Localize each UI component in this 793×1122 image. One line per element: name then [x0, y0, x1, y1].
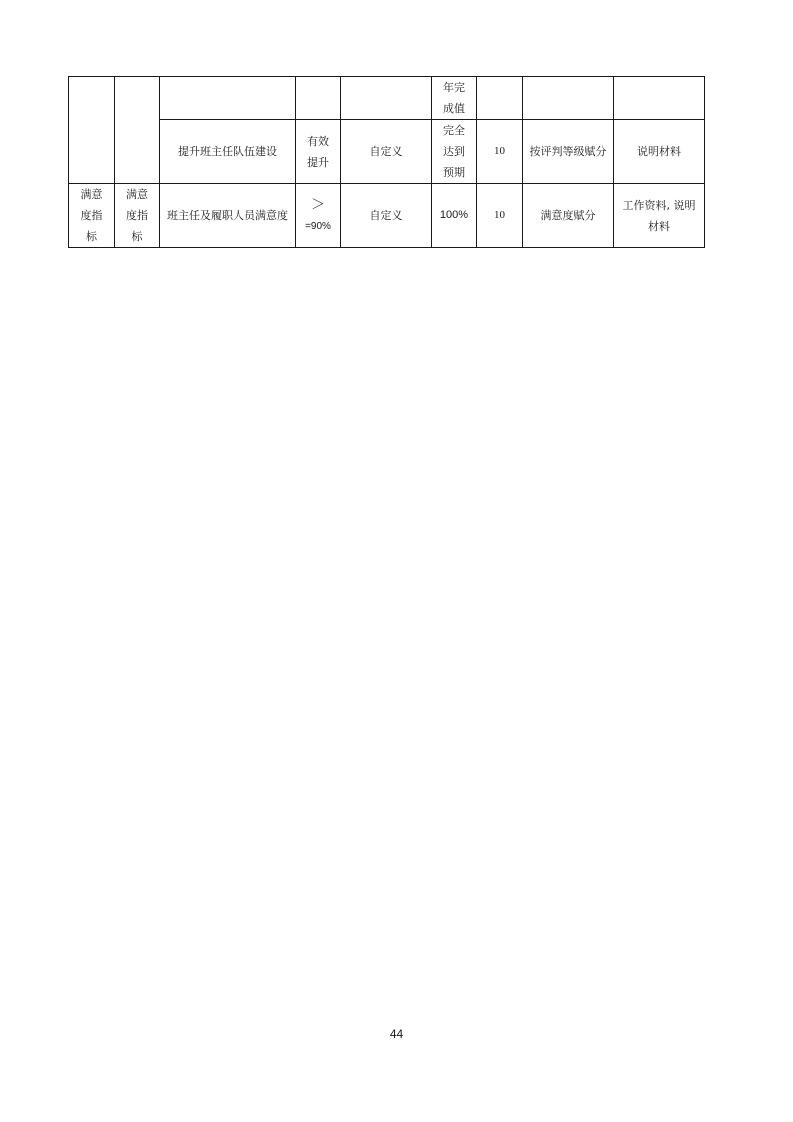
- basis-cell: [341, 77, 432, 120]
- basis-cell: 自定义: [341, 184, 432, 248]
- target-cell: 100%: [432, 184, 477, 248]
- score-cell: 10: [477, 120, 523, 184]
- page-number: 44: [389, 1027, 404, 1041]
- target-cell: 年完 成值: [432, 77, 477, 120]
- nature-cell: 有效 提升: [296, 120, 341, 184]
- indicator-cell: 提升班主任队伍建设: [160, 120, 296, 184]
- method-cell: 满意度赋分: [523, 184, 614, 248]
- table-row: [69, 184, 705, 248]
- table-row: [69, 77, 705, 120]
- nature-cell: ＞ =90%: [296, 184, 341, 248]
- level1-indicator-cell: [69, 77, 115, 184]
- score-cell: 10: [477, 184, 523, 248]
- score-cell: [477, 77, 523, 120]
- evidence-cell: 说明材料: [614, 120, 705, 184]
- indicator-cell: [160, 77, 296, 120]
- evidence-cell: [614, 77, 705, 120]
- evidence-cell: 工作资料, 说明 材料: [614, 184, 705, 248]
- basis-cell: 自定义: [341, 120, 432, 184]
- method-cell: 按评判等级赋分: [523, 120, 614, 184]
- nature-cell: [296, 77, 341, 120]
- performance-indicator-table: [68, 76, 705, 248]
- table-row: [69, 120, 705, 184]
- indicator-cell: 班主任及履职人员满意度: [160, 184, 296, 248]
- method-cell: [523, 77, 614, 120]
- level2-indicator-cell: 满意 度指 标: [115, 184, 160, 248]
- level2-indicator-cell: [115, 77, 160, 184]
- level1-indicator-cell: 满意 度指 标: [69, 184, 115, 248]
- target-cell: 完全 达到 预期: [432, 120, 477, 184]
